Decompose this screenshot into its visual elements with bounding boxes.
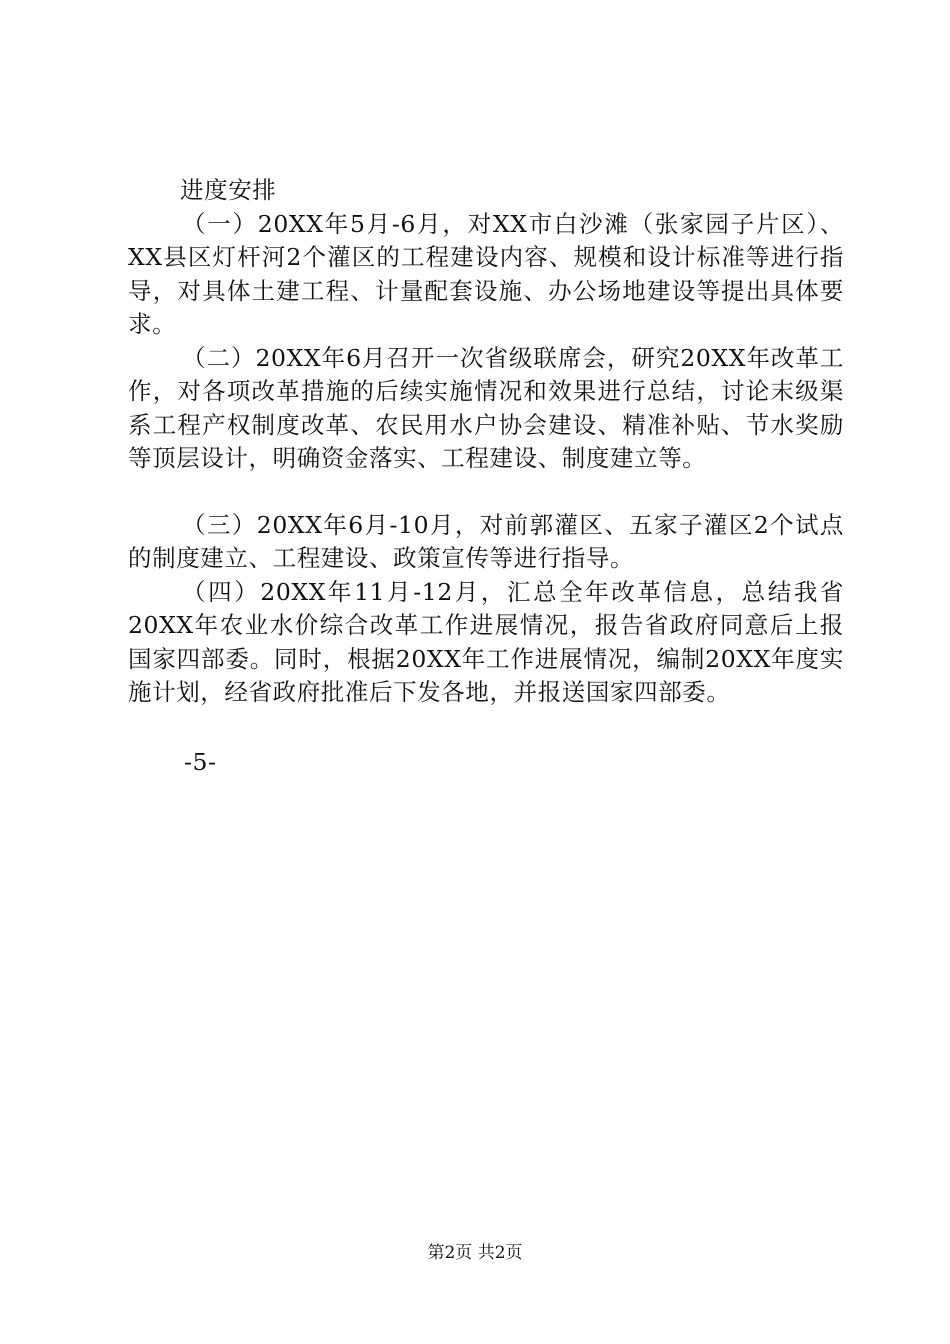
document-body [128, 174, 844, 779]
paragraph-3: （三）20XX年6月-10月，对前郭灌区、五家子灌区2个试点的制度建立、工程建设、政策宣传等进行指导。 [128, 510, 844, 572]
paragraph-4: （四）20XX年11月-12月，汇总全年改革信息，总结我省20XX年农业水价综合改革工作进展情况，报告省政府同意后上报国家四部委。同时，根据20XX年工作进展情况，编制20XX年度实施计划，经省政府批准后下发各地，并报送国家四部委。 [128, 577, 844, 706]
section-heading: 进度安排 [180, 176, 277, 204]
inline-page-number: -5- [184, 747, 217, 776]
page-footer: 第2页 共2页 [427, 1243, 523, 1263]
paragraph-1: （一）20XX年5月-6月，对XX市白沙滩（张家园子片区）、XX县区灯杆河2个灌区的工程建设内容、规模和设计标准等进行指导，对具体土建工程、计量配套设施、办公场地建设等提出具体要求。 [128, 209, 844, 338]
paragraph-2: （二）20XX年6月召开一次省级联席会，研究20XX年改革工作，对各项改革措施的后续实施情况和效果进行总结，讨论末级渠系工程产权制度改革、农民用水户协会建设、精准补贴、节水奖励等顶层设计，明确资金落实、工程建设、制度建立等。 [128, 343, 844, 472]
